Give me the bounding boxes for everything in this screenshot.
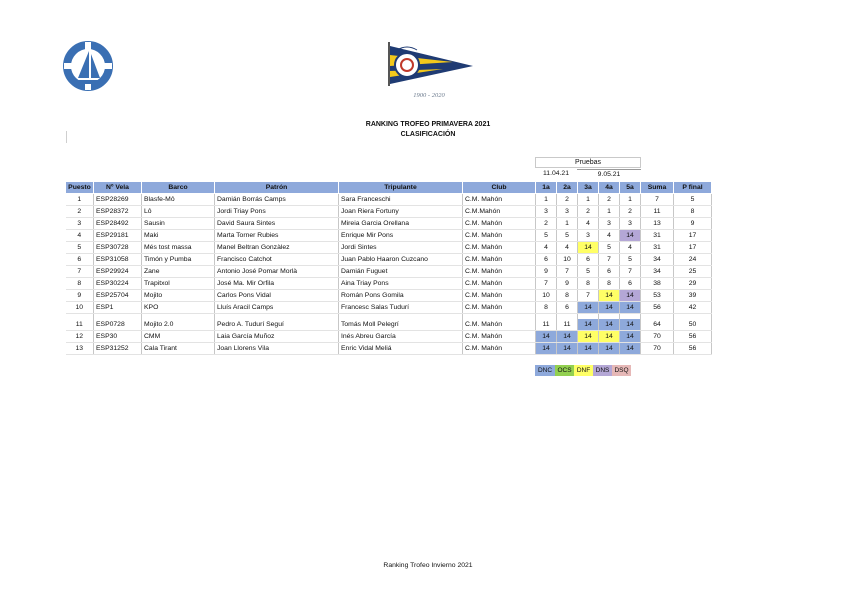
table-cell-r4: 5	[599, 242, 620, 254]
table-cell-r4: 1	[599, 206, 620, 218]
table-cell-r5: 4	[620, 242, 641, 254]
table-cell-r1: 10	[536, 290, 557, 302]
table-cell-r3: 14	[578, 342, 599, 354]
table-row	[66, 218, 712, 230]
table-cell-barco: Maki	[142, 230, 215, 242]
table-cell-patron: Lluís Aracil Camps	[215, 302, 339, 314]
table-cell-suma: 53	[641, 290, 674, 302]
table-cell-club: C.M. Mahón	[463, 266, 536, 278]
table-cell-barco: Mojito 2.0	[142, 319, 215, 331]
table-cell-r4: 14	[599, 342, 620, 354]
table-cell-r1: 6	[536, 254, 557, 266]
table-cell-r3: 8	[578, 278, 599, 290]
club-pennant-logo	[383, 40, 475, 88]
table-cell-tripulante: Aina Triay Pons	[339, 278, 463, 290]
legend-item: OCS	[555, 365, 574, 376]
col-header: Patrón	[215, 182, 339, 194]
table-cell-r5: 14	[620, 319, 641, 331]
table-cell-vela: ESP31058	[94, 254, 142, 266]
table-cell-r5: 3	[620, 218, 641, 230]
table-cell-pfinal: 25	[674, 266, 712, 278]
table-cell-barco: Blasfe-Mô	[142, 194, 215, 206]
table-cell-r3: 1	[578, 194, 599, 206]
table-header-row	[66, 182, 712, 194]
col-header: Tripulante	[339, 182, 463, 194]
table-cell-vela: ESP30224	[94, 278, 142, 290]
table-cell-club: C.M.Mahón	[463, 206, 536, 218]
table-cell-r5: 2	[620, 206, 641, 218]
table-row	[66, 319, 712, 331]
table-cell-r3: 5	[578, 266, 599, 278]
col-header: Nº Vela	[94, 182, 142, 194]
ranking-table	[65, 181, 712, 355]
table-cell-tripulante: Enric Vidal Meliá	[339, 342, 463, 354]
table-cell-r2: 1	[557, 218, 578, 230]
table-cell-suma: 13	[641, 218, 674, 230]
table-cell-tripulante: Damián Fuguet	[339, 266, 463, 278]
table-row	[66, 302, 712, 314]
table-cell-r5: 5	[620, 254, 641, 266]
table-cell-vela: ESP29181	[94, 230, 142, 242]
table-cell-r4: 7	[599, 254, 620, 266]
table-cell-tripulante: Mireia Garcia Orellana	[339, 218, 463, 230]
table-cell-tripulante: Juan Pablo Haaron Cuzcano	[339, 254, 463, 266]
col-header: 5a	[620, 182, 641, 194]
table-cell-pfinal: 29	[674, 278, 712, 290]
table-cell-r5: 1	[620, 194, 641, 206]
page-footer: Ranking Trofeo Invierno 2021	[383, 562, 473, 569]
table-cell-pfinal: 17	[674, 230, 712, 242]
legend-item: DNF	[574, 365, 593, 376]
table-cell-r4: 14	[599, 319, 620, 331]
table-cell-patron: Manel Beltran Gonzàlez	[215, 242, 339, 254]
page-title: RANKING TROFEO PRIMAVERA 2021	[365, 121, 491, 128]
table-cell-puesto: 5	[66, 242, 94, 254]
table-cell-r5: 14	[620, 342, 641, 354]
table-cell-r2: 6	[557, 302, 578, 314]
col-header: Club	[463, 182, 536, 194]
table-cell-r5: 14	[620, 330, 641, 342]
table-cell-pfinal: 42	[674, 302, 712, 314]
table-cell-patron: Jordi Triay Pons	[215, 206, 339, 218]
table-cell-r3: 3	[578, 230, 599, 242]
table-cell-puesto: 6	[66, 254, 94, 266]
table-cell-suma: 64	[641, 319, 674, 331]
table-cell-patron: Damián Borrás Camps	[215, 194, 339, 206]
table-cell-puesto: 2	[66, 206, 94, 218]
table-cell-barco: Més tost massa	[142, 242, 215, 254]
table-cell-suma: 70	[641, 342, 674, 354]
table-cell-patron: Antonio José Pomar Morlà	[215, 266, 339, 278]
table-cell-r3: 14	[578, 242, 599, 254]
table-cell-puesto: 13	[66, 342, 94, 354]
col-header: Barco	[142, 182, 215, 194]
table-cell-tripulante: Francesc Salas Tudurí	[339, 302, 463, 314]
table-cell-barco: Timón y Pumba	[142, 254, 215, 266]
table-cell-r4: 14	[599, 330, 620, 342]
legend-item: DNC	[535, 365, 555, 376]
table-cell-puesto: 7	[66, 266, 94, 278]
table-cell-r3: 14	[578, 319, 599, 331]
table-cell-r4: 3	[599, 218, 620, 230]
table-cell-suma: 34	[641, 266, 674, 278]
table-cell-puesto: 4	[66, 230, 94, 242]
table-cell-club: C.M. Mahón	[463, 330, 536, 342]
page-subtitle: CLASIFICACIÓN	[400, 131, 456, 138]
table-cell-r1: 14	[536, 342, 557, 354]
table-cell-r4: 8	[599, 278, 620, 290]
col-header: 3a	[578, 182, 599, 194]
table-cell-club: C.M. Mahón	[463, 254, 536, 266]
table-cell-r4: 14	[599, 290, 620, 302]
table-cell-r5: 7	[620, 266, 641, 278]
table-cell-r2: 14	[557, 330, 578, 342]
col-header: Puesto	[66, 182, 94, 194]
table-cell-club: C.M. Mahón	[463, 218, 536, 230]
table-row	[66, 230, 712, 242]
table-cell-pfinal: 5	[674, 194, 712, 206]
table-cell-r2: 10	[557, 254, 578, 266]
col-header: 2a	[557, 182, 578, 194]
table-cell-puesto: 1	[66, 194, 94, 206]
table-cell-patron: José Ma. Mir Orfila	[215, 278, 339, 290]
sailboat-lifebuoy-logo	[62, 40, 114, 92]
table-cell-r1: 5	[536, 230, 557, 242]
legend	[535, 365, 631, 376]
table-cell-r3: 4	[578, 218, 599, 230]
table-cell-suma: 31	[641, 242, 674, 254]
table-cell-vela: ESP28269	[94, 194, 142, 206]
table-cell-patron: Laia García Muñoz	[215, 330, 339, 342]
table-cell-r4: 6	[599, 266, 620, 278]
table-cell-r5: 14	[620, 302, 641, 314]
table-cell-tripulante: Joan Riera Fortuny	[339, 206, 463, 218]
col-header: 4a	[599, 182, 620, 194]
table-cell-puesto: 3	[66, 218, 94, 230]
table-cell-barco: Lô	[142, 206, 215, 218]
table-cell-club: C.M. Mahón	[463, 302, 536, 314]
table-cell-suma: 56	[641, 302, 674, 314]
table-cell-pfinal: 56	[674, 330, 712, 342]
table-cell-tripulante: Sara Franceschi	[339, 194, 463, 206]
table-cell-vela: ESP30728	[94, 242, 142, 254]
table-cell-r2: 11	[557, 319, 578, 331]
table-cell-puesto: 10	[66, 302, 94, 314]
table-cell-patron: Pedro A. Tudurí Seguí	[215, 319, 339, 331]
table-row	[66, 330, 712, 342]
table-cell-vela: ESP31252	[94, 342, 142, 354]
table-cell-pfinal: 50	[674, 319, 712, 331]
legend-item: DSQ	[612, 365, 631, 376]
table-cell-r2: 8	[557, 290, 578, 302]
table-cell-pfinal: 39	[674, 290, 712, 302]
table-row	[66, 242, 712, 254]
table-row	[66, 290, 712, 302]
table-cell-r3: 7	[578, 290, 599, 302]
table-cell-puesto: 8	[66, 278, 94, 290]
table-cell-r2: 7	[557, 266, 578, 278]
table-cell-barco: KPO	[142, 302, 215, 314]
table-cell-barco: Cala Tirant	[142, 342, 215, 354]
margin-mark	[66, 131, 67, 143]
table-cell-tripulante: Enrique Mir Pons	[339, 230, 463, 242]
table-cell-r5: 14	[620, 230, 641, 242]
table-cell-r2: 9	[557, 278, 578, 290]
table-cell-r1: 11	[536, 319, 557, 331]
table-cell-r3: 14	[578, 330, 599, 342]
table-cell-patron: Francisco Catchot	[215, 254, 339, 266]
table-cell-pfinal: 17	[674, 242, 712, 254]
table-row	[66, 194, 712, 206]
table-cell-r3: 14	[578, 302, 599, 314]
table-cell-r1: 2	[536, 218, 557, 230]
table-cell-suma: 31	[641, 230, 674, 242]
col-header: Suma	[641, 182, 674, 194]
table-cell-r3: 2	[578, 206, 599, 218]
table-cell-club: C.M. Mahón	[463, 230, 536, 242]
table-cell-tripulante: Tomás Moll Pelegrí	[339, 319, 463, 331]
table-cell-club: C.M. Mahón	[463, 342, 536, 354]
table-cell-tripulante: Jordi Sintes	[339, 242, 463, 254]
table-cell-barco: Zane	[142, 266, 215, 278]
table-cell-puesto: 9	[66, 290, 94, 302]
table-cell-pfinal: 56	[674, 342, 712, 354]
table-cell-barco: Sausin	[142, 218, 215, 230]
table-cell-r5: 14	[620, 290, 641, 302]
table-row	[66, 278, 712, 290]
table-cell-vela: ESP1	[94, 302, 142, 314]
table-cell-r1: 4	[536, 242, 557, 254]
table-cell-r2: 14	[557, 342, 578, 354]
table-cell-r4: 4	[599, 230, 620, 242]
table-cell-puesto: 12	[66, 330, 94, 342]
table-cell-r1: 9	[536, 266, 557, 278]
table-row	[66, 254, 712, 266]
table-cell-barco: Mojito	[142, 290, 215, 302]
table-cell-club: C.M. Mahón	[463, 319, 536, 331]
table-cell-r4: 14	[599, 302, 620, 314]
table-cell-vela: ESP0728	[94, 319, 142, 331]
table-cell-suma: 34	[641, 254, 674, 266]
table-cell-suma: 11	[641, 206, 674, 218]
table-row	[66, 206, 712, 218]
table-row	[66, 266, 712, 278]
table-cell-r5: 6	[620, 278, 641, 290]
table-cell-club: C.M. Mahón	[463, 194, 536, 206]
col-header: P final	[674, 182, 712, 194]
table-cell-suma: 38	[641, 278, 674, 290]
table-cell-puesto: 11	[66, 319, 94, 331]
table-cell-vela: ESP25704	[94, 290, 142, 302]
table-cell-pfinal: 8	[674, 206, 712, 218]
table-cell-suma: 70	[641, 330, 674, 342]
table-cell-vela: ESP29924	[94, 266, 142, 278]
table-cell-club: C.M. Mahón	[463, 242, 536, 254]
table-cell-barco: Trapitxol	[142, 278, 215, 290]
pruebas-date-2: 9.05.21	[577, 169, 641, 180]
table-cell-r4: 2	[599, 194, 620, 206]
table-cell-club: C.M. Mahón	[463, 290, 536, 302]
table-cell-r1: 8	[536, 302, 557, 314]
table-cell-suma: 7	[641, 194, 674, 206]
col-header: 1a	[536, 182, 557, 194]
legend-item: DNS	[593, 365, 612, 376]
table-cell-r1: 7	[536, 278, 557, 290]
table-cell-vela: ESP28372	[94, 206, 142, 218]
table-cell-r1: 14	[536, 330, 557, 342]
years-caption: 1900 - 2020	[413, 92, 445, 99]
table-cell-vela: ESP30	[94, 330, 142, 342]
pruebas-date-1: 11.04.21	[543, 170, 569, 177]
table-cell-r2: 2	[557, 194, 578, 206]
table-cell-r1: 1	[536, 194, 557, 206]
title-block	[256, 120, 600, 140]
table-cell-patron: David Saura Sintes	[215, 218, 339, 230]
table-cell-r2: 3	[557, 206, 578, 218]
table-cell-tripulante: Inés Abreu García	[339, 330, 463, 342]
table-cell-pfinal: 24	[674, 254, 712, 266]
table-cell-pfinal: 9	[674, 218, 712, 230]
table-cell-patron: Carlos Pons Vidal	[215, 290, 339, 302]
table-row	[66, 342, 712, 354]
table-cell-club: C.M. Mahón	[463, 278, 536, 290]
table-cell-r2: 4	[557, 242, 578, 254]
table-cell-tripulante: Román Pons Gomila	[339, 290, 463, 302]
table-cell-r3: 6	[578, 254, 599, 266]
table-cell-barco: CMM	[142, 330, 215, 342]
pruebas-header: Pruebas	[535, 157, 641, 168]
table-cell-patron: Joan Llorens Vila	[215, 342, 339, 354]
table-cell-r1: 3	[536, 206, 557, 218]
table-cell-vela: ESP28492	[94, 218, 142, 230]
table-cell-r2: 5	[557, 230, 578, 242]
table-cell-patron: Marta Torner Rubies	[215, 230, 339, 242]
